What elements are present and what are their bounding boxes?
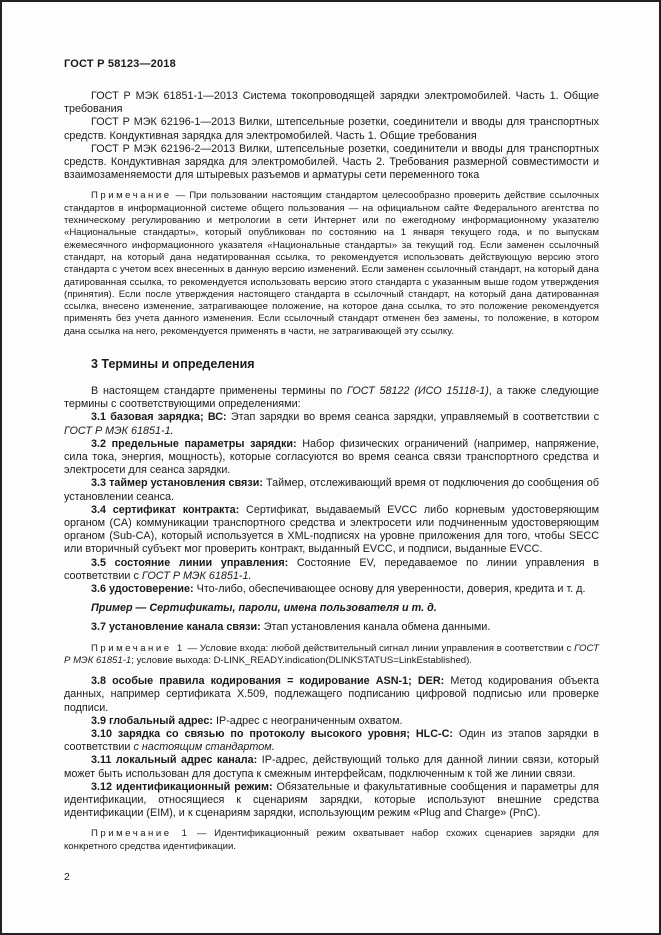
intro-text-tail: , а также следующие термины с соответствующими определениями: <box>64 384 599 411</box>
term-3-3 <box>64 477 599 503</box>
term-reference: ГОСТ Р МЭК 61851-1. <box>141 569 252 582</box>
term-3-7 <box>64 621 599 634</box>
document-content <box>64 90 599 853</box>
term-3-1 <box>64 411 599 437</box>
term-3-8 <box>64 675 599 715</box>
term-reference: с настоящим стандартом. <box>133 741 275 754</box>
term-label: 3.8 особые правила кодирования = кодирование ASN-1; DER: <box>91 675 445 688</box>
term-3-4 <box>64 504 599 557</box>
intro-reference: ГОСТ 58122 (ИСО 15118-1) <box>346 384 489 397</box>
term-definition: Набор физических ограничений (например, напряжение, сила тока, энергия, мощность), которые согласуются во время сеанса связи транспортного средства и электросети для сеанса зарядки. <box>64 437 599 477</box>
term-definition: Обязательные и факультативные сообщения и параметры для идентификации, относящиеся к сценариям зарядки, которые используют внешние средства идентификации (EIM), и к сценариям зарядки, использующим режим «Plug and Charge» (PnC). <box>64 780 599 820</box>
term-3-12 <box>64 781 599 821</box>
term-label: 3.12 идентификационный режим: <box>91 780 273 793</box>
term-definition: Один из этапов зарядки в соответствии <box>64 728 599 754</box>
document-header <box>64 58 599 70</box>
page-number: 2 <box>64 871 70 883</box>
note-label: Примечание <box>91 190 172 202</box>
term-3-2 <box>64 438 599 478</box>
term-label: 3.5 состояние линии управления: <box>91 556 289 569</box>
terms-intro <box>64 385 599 411</box>
note-text: — Идентификационный режим охватывает набор схожих сценариев зарядки для конкретного средства идентификации. <box>64 828 600 852</box>
term-definition: Состояние EV, передаваемое по линии управления в соответствии с <box>64 556 599 582</box>
references-note <box>64 190 599 338</box>
term-label: 3.1 базовая зарядка; ВС: <box>91 411 227 424</box>
term-label: 3.9 глобальный адрес: <box>91 714 214 727</box>
term-3-11 <box>64 754 599 780</box>
example-line: Пример — Сертификаты, пароли, имена пользователя и т. д. <box>91 602 437 615</box>
reference-gost-62196-1: ГОСТ Р МЭК 62196-1—2013 Вилки, штепсельные розетки, соединители и вводы для транспортных средств. Кондуктивная зарядка для электромобилей. Часть 1. Общие требования <box>64 116 599 142</box>
term-definition: Что-либо, обеспечивающее основу для уверенности, доверия, кредита и т. д. <box>193 583 586 596</box>
term-definition: Таймер, отслеживающий время от подключения до сообщения об установлении сеанса. <box>64 477 599 503</box>
term-definition: IP-адрес с неограниченным охватом. <box>213 714 403 727</box>
term-3-10 <box>64 728 599 754</box>
reference-gost-62196-2: ГОСТ Р МЭК 62196-2—2013 Вилки, штепсельные розетки, соединители и вводы для транспортных средств. Кондуктивная зарядка для электромобилей. Часть 2. Требования размерной совместимости и взаимозаменяемости для штыревых разъемов и арматуры сети переменного тока <box>64 142 599 182</box>
term-reference: ГОСТ Р МЭК 61851-1. <box>64 424 174 437</box>
term-definition: IP-адрес, действующий только для данной линии связи, который может быть использован для доступа к смежным интерфейсам, подключенным к той же линии связи. <box>64 754 599 780</box>
term-definition: Этап зарядки во время сеанса зарядки, управляемый в соответствии с <box>226 411 599 424</box>
note-after-3-12 <box>64 828 599 853</box>
term-definition: Этап установления канала обмена данными. <box>260 621 491 634</box>
term-3-9 <box>64 715 599 728</box>
note-text: — Условие входа: любой действительный сигнал линии управления в соответствии с <box>184 642 575 654</box>
note-text: — При пользовании настоящим стандартом целесообразно проверить действие ссылочных стандартов в информационной системе общего пользования — на официальном сайте Федерального агентства по техническому регулированию и метрологии в сети Интернет или по ежегодному информационному указателю «Национальные стандарты», который опубликован по состоянию на 1 января текущего года, и по выпускам ежемесячного информационного указателя «Национальные стандарты» за текущий год. Если заменен ссылочный стандарт, на который дана недатированная ссылка, то рекомендуется использовать действующую версию этого стандарта с учетом всех внесенных в данную версию изменений. Если заменен ссылочный стандарт, на который дана датированная ссылка, то рекомендуется использовать версию этого стандарта с указанным выше годом утверждения (принятия). Если после утверждения настоящего стандарта в ссылочный стандарт, на который дана датированная ссылка, внесено изменение, затрагивающее положение, на которое дана ссылка, то это положение рекомендуется применять без учета данного изменения. Если ссылочный стандарт отменен без замены, то положение, в котором дана ссылка на него, рекомендуется применять в части, не затрагивающей эту ссылку. <box>64 190 599 337</box>
term-3-5 <box>64 557 599 583</box>
intro-text: В настоящем стандарте применены термины по <box>91 384 347 397</box>
term-label: 3.2 предельные параметры зарядки: <box>91 437 297 450</box>
term-label: 3.10 зарядка со связью по протоколу высокого уровня; HLC-C: <box>91 728 454 741</box>
term-label: 3.7 установление канала связи: <box>91 621 261 634</box>
note-text-tail: ; условие выхода: D-LINK_READY.indication(DLINKSTATUS=LinkEstablished). <box>131 654 472 666</box>
reference-gost-61851-1: ГОСТ Р МЭК 61851-1—2013 Система токопроводящей зарядки электромобилей. Часть 1. Общие требования <box>64 90 599 116</box>
note-label: Примечание 1 <box>91 642 185 654</box>
note-reference: ГОСТ Р МЭК 61851-1 <box>64 642 599 666</box>
term-label: 3.3 таймер установления связи: <box>91 477 263 490</box>
term-definition: Сертификат, выдаваемый EVCC либо корневым удостоверяющим органом (CA) коммуникации транспортного средства и электросети или подчиненным удостоверяющим органом (Sub-CA), который используется в XML-подписях на уровне приложения для того, чтобы SECC или вторичный субъект мог проверить контракт, выданный EVCC, и подписи, выданные EVCC. <box>64 503 600 556</box>
term-label: 3.6 удостоверение: <box>91 583 194 596</box>
note-label: Примечание 1 <box>91 828 190 840</box>
doc-id: ГОСТ Р 58123—2018 <box>64 58 176 70</box>
note-after-3-7 <box>64 643 599 668</box>
term-label: 3.11 локальный адрес канала: <box>91 754 258 767</box>
term-definition: Метод кодирования объекта данных, например сертификата X.509, подлежащего подписанию цифровой подписью или проверке подписи. <box>64 675 599 714</box>
term-3-6 <box>64 583 599 596</box>
section-heading: 3 Термины и определения <box>91 356 255 371</box>
term-label: 3.4 сертификат контракта: <box>91 503 240 516</box>
